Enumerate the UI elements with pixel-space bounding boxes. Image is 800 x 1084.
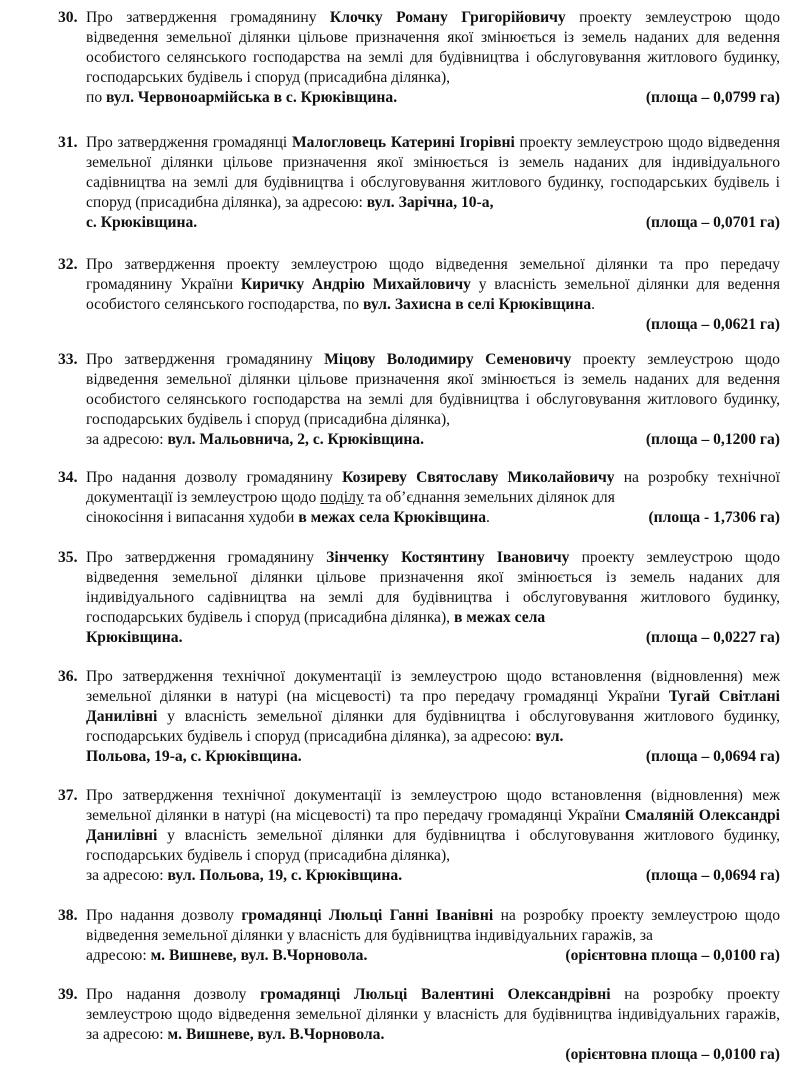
item-text-part: за адресою: [86, 867, 168, 884]
item-text-part: проекту землеустрою щодо відведення земельної ділянки цільове призначення якої змінюється із земель наданих для індивідуального садівництва на землі для будівництва і обслуговування житлового будинку, господарських будівель і споруд (присадибна ділянка), за адресою: [86, 134, 780, 211]
item-number: 30. [58, 9, 78, 26]
item-last-line [86, 747, 780, 767]
area-value: (площа – 0,0694 га) [645, 748, 780, 765]
item-text-part: на розробку проекту землеустрою щодо відведення земельної ділянки у власність для будівництва індивідуальних гаражів, за [86, 907, 780, 944]
item-area-line [86, 315, 780, 335]
item-number: 31. [58, 134, 78, 151]
item-text-part: у власність земельної ділянки для будівництва і обслуговування житлового будинку, господарських будівель і споруд (присадибна ділянка), [86, 827, 780, 864]
address: вул. Червоноармійська в с. Крюківщина. [106, 89, 398, 106]
resolution-item-34 [58, 468, 780, 528]
address: м. Вишневе, вул. В.Чорновола. [167, 1026, 385, 1043]
item-number: 39. [58, 986, 78, 1003]
item-text-part: Про затвердження громадянці [86, 134, 292, 151]
item-text-part: Про затвердження громадянину [86, 549, 327, 566]
item-number: 32. [58, 256, 78, 273]
person-name: Киричку Андрію Михайловичу [240, 276, 471, 293]
item-text-part: у власність земельної ділянки для будівництва і обслуговування житлового будинку, господарських будівель і споруд (присадибна ділянка), за адресою: [86, 708, 780, 745]
item-last-line [86, 946, 780, 966]
area-value: (площа – 0,0227 га) [645, 629, 780, 646]
person-name: громадянці Люльці Валентині Олександрівні [260, 986, 611, 1003]
person-name: Козиреву Святославу Миколайовичу [342, 469, 615, 486]
area-value: (площа – 0,0799 га) [645, 89, 780, 106]
item-text-part: . [486, 509, 490, 526]
area-value: (орієнтовна площа – 0,0100 га) [565, 1046, 780, 1063]
address: вул. Мальовнича, 2, с. Крюківщина. [167, 431, 424, 448]
item-text-part: Про затвердження технічної документації із землеустрою щодо встановлення (відновлення) меж земельної ділянки в натурі (на місцевості) та про передачу громадянці України [86, 787, 780, 824]
resolution-item-37 [58, 786, 780, 886]
item-text-part: на розробку технічної документації із землеустрою щодо [86, 469, 781, 506]
item-text-part: за адресою: [86, 431, 168, 448]
item-text-part: Про затвердження технічної документації із землеустрою щодо встановлення (відновлення) меж земельної ділянки в натурі (на місцевості) та про передачу громадянці України [86, 668, 780, 705]
item-last-line [86, 866, 780, 886]
item-text [86, 255, 780, 335]
item-text-part: проекту землеустрою щодо відведення земельної ділянки цільове призначення якої змінюється із земель наданих для ведення особистого селянського господарства на землі для будівництва і обслуговування житлового будинку, господарських будівель і споруд (присадибна ділянка), [86, 9, 781, 86]
area-value: (площа – 0,0694 га) [645, 867, 780, 884]
item-number: 37. [58, 787, 78, 804]
item-text [86, 468, 780, 528]
area-value: (площа – 0,1200 га) [645, 431, 780, 448]
area-value: (орієнтовна площа – 0,0100 га) [565, 947, 780, 964]
resolution-item-31 [58, 133, 780, 233]
item-text-part: сінокосіння і випасання худоби [86, 509, 299, 526]
item-text [86, 8, 780, 108]
item-area-line [86, 1045, 780, 1065]
item-text-part: Про надання дозволу [86, 986, 261, 1003]
item-text [86, 906, 780, 966]
item-text-part: . [591, 296, 596, 313]
address-part: в межах села [453, 609, 546, 626]
item-number: 38. [58, 907, 78, 924]
area-value: (площа – 0,0621 га) [645, 316, 780, 333]
item-text-part: Про надання дозволу громадянину [86, 469, 343, 486]
area-value: (площа - 1,7306 га) [648, 509, 780, 526]
resolution-item-33 [58, 350, 780, 450]
item-text-part: та об’єднання земельних ділянок для [363, 489, 615, 506]
address: вул. Польова, 19, с. Крюківщина. [167, 867, 403, 884]
item-text [86, 548, 780, 648]
person-name: Тугай Світлані Данилівні [86, 688, 780, 725]
address: с. Крюківщина. [86, 214, 198, 231]
item-text [86, 667, 780, 767]
item-last-line [86, 628, 780, 648]
person-name: Клочку Роману Григорійовичу [329, 9, 566, 26]
address: в межах села Крюківщина [298, 509, 487, 526]
item-text-part: Про затвердження громадянину [86, 351, 325, 368]
item-text [86, 985, 780, 1065]
item-text-part: Про затвердження проекту землеустрою щодо відведення земельної ділянки та про передачу громадянину України [86, 256, 780, 293]
resolution-item-39 [58, 985, 780, 1065]
item-number: 34. [58, 469, 78, 486]
address: вул. Захисна в селі Крюківщина [362, 296, 592, 313]
underlined-word: поділу [320, 489, 364, 506]
item-text-part: Про надання дозволу [86, 907, 242, 924]
address: м. Вишневе, вул. В.Чорновола. [150, 947, 368, 964]
item-text-part: по [86, 89, 107, 106]
address: Крюківщина. [86, 629, 183, 646]
item-text-part: Про затвердження громадянину [86, 9, 330, 26]
person-name: громадянці Люльці Ганні Іванівні [241, 907, 494, 924]
person-name: Малогловець Катерині Ігорівні [291, 134, 515, 151]
item-text [86, 786, 780, 886]
item-text [86, 133, 780, 233]
person-name: Смаляній Олександрі Данилівні [86, 807, 780, 844]
item-text-part: адресою: [86, 947, 151, 964]
item-last-line [86, 508, 780, 528]
item-last-line [86, 430, 780, 450]
item-number: 36. [58, 668, 78, 685]
item-text-part: проекту землеустрою щодо відведення земельної ділянки цільове призначення якої змінюється із земель наданих для ведення особистого селянського господарства на землі для будівництва і обслуговування житлового будинку, господарських будівель і споруд (присадибна ділянка), [86, 351, 780, 428]
item-number: 35. [58, 549, 78, 566]
resolution-item-38 [58, 906, 780, 966]
resolution-item-35 [58, 548, 780, 648]
address-part: вул. Зарічна, 10-а, [366, 194, 494, 211]
item-last-line [86, 213, 780, 233]
resolution-item-32 [58, 255, 780, 335]
resolution-item-36 [58, 667, 780, 767]
item-text [86, 350, 780, 450]
item-text-part: на розробку проекту землеустрою щодо відведення земельної ділянки у власність для будівництва індивідуальних гаражів, за адресою: [86, 986, 780, 1043]
area-value: (площа – 0,0701 га) [645, 214, 780, 231]
item-text-part: проекту землеустрою щодо відведення земельної ділянки цільове призначення якої змінюється із земель наданих для індивідуального садівництва на землі для будівництва і обслуговування житлового будинку, господарських будівель і споруд (присадибна ділянка), [86, 549, 780, 626]
person-name: Міцову Володимиру Семеновичу [324, 351, 572, 368]
item-text-part: у власність земельної ділянки для ведення особистого селянського господарства, по [86, 276, 780, 313]
address-part: вул. [535, 728, 564, 745]
item-last-line [86, 88, 780, 108]
person-name: Зінченку Костянтину Івановичу [326, 549, 570, 566]
resolution-item-30 [58, 8, 780, 108]
item-number: 33. [58, 351, 78, 368]
address: Польова, 19-а, с. Крюківщина. [86, 748, 302, 765]
